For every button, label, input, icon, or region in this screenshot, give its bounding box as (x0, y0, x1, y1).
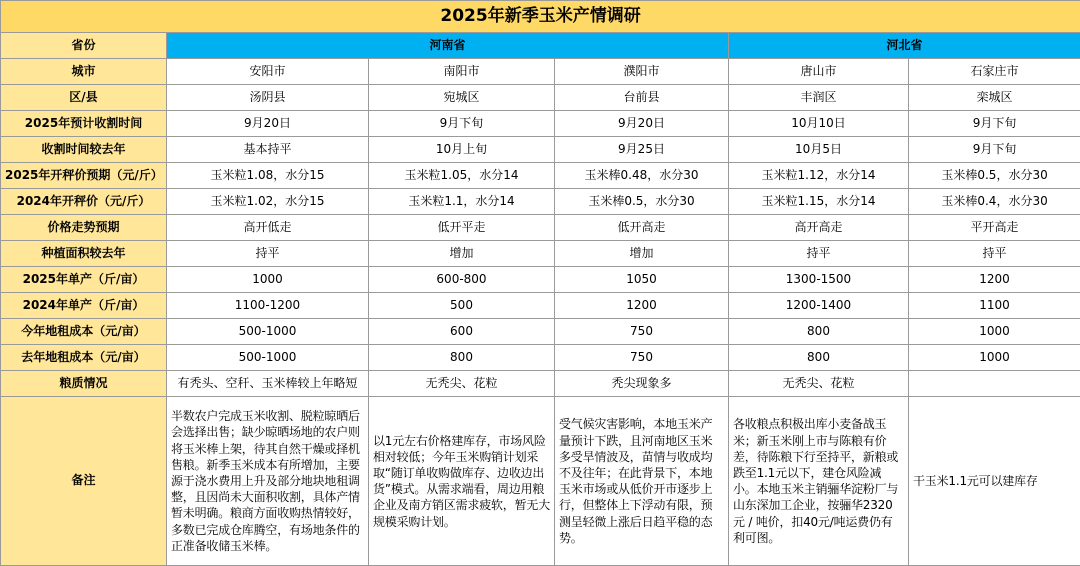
row-harvest-vs-last (1, 137, 1080, 163)
cell-harvest-vs-last-2: 9月25日 (555, 137, 729, 163)
cell-area-vs-last-2: 增加 (555, 241, 729, 267)
cell-rent-last-year-2: 750 (555, 345, 729, 371)
cell-open-price-2024-2: 玉米棒0.5，水分30 (555, 189, 729, 215)
row-city (1, 59, 1080, 85)
row-label-harvest-vs-last: 收割时间较去年 (1, 137, 167, 163)
cell-rent-this-year-2: 750 (555, 319, 729, 345)
row-label-city: 城市 (1, 59, 167, 85)
row-label-yield-2024: 2024年单产（斤/亩） (1, 293, 167, 319)
cell-harvest-time-2025-3: 10月10日 (729, 111, 909, 137)
row-rent-last-year (1, 345, 1080, 371)
row-grain-quality (1, 371, 1080, 397)
province-henan: 河南省 (167, 33, 729, 59)
row-yield-2024 (1, 293, 1080, 319)
cell-remarks-3: 各收粮点积极出库小麦备战玉米；新玉米刚上市与陈粮有价差，待陈粮下行至持平，新粮或跌至1.1元以下，建仓风险减小。本地玉米主销骊华淀粉厂与山东深加工企业，按骊华2320元 / 吨价，扣40元/吨运费仍有利可图。 (729, 397, 909, 566)
cell-rent-last-year-0: 500-1000 (167, 345, 369, 371)
province-row (1, 33, 1080, 59)
cell-open-price-2024-4: 玉米棒0.4，水分30 (909, 189, 1080, 215)
cell-city-4: 石家庄市 (909, 59, 1080, 85)
cell-yield-2025-0: 1000 (167, 267, 369, 293)
cell-price-trend-3: 高开高走 (729, 215, 909, 241)
cell-rent-this-year-3: 800 (729, 319, 909, 345)
cell-rent-this-year-4: 1000 (909, 319, 1080, 345)
cell-county-4: 栾城区 (909, 85, 1080, 111)
table-title: 2025年新季玉米产情调研 (1, 1, 1080, 33)
cell-rent-this-year-1: 600 (369, 319, 555, 345)
cell-grain-quality-2: 秃尖现象多 (555, 371, 729, 397)
row-label-yield-2025: 2025年单产（斤/亩） (1, 267, 167, 293)
cell-rent-this-year-0: 500-1000 (167, 319, 369, 345)
cell-open-price-exp-2025-2: 玉米棒0.48，水分30 (555, 163, 729, 189)
row-harvest-time-2025 (1, 111, 1080, 137)
cell-harvest-time-2025-2: 9月20日 (555, 111, 729, 137)
cell-yield-2024-0: 1100-1200 (167, 293, 369, 319)
cell-city-0: 安阳市 (167, 59, 369, 85)
cell-remarks-0: 半数农户完成玉米收割、脱粒晾晒后会选择出售；缺少晾晒场地的农户则将玉米棒上架，待其自然干燥或择机售粮。新季玉米成本有所增加，主要源于浇水费用上升及部分地块地租调整，且因尚未大面积收割，具体产情暂未明确。粮商方面收购热情较好，多数已完成仓库腾空，有场地条件的正准备收储玉米棒。 (167, 397, 369, 566)
cell-grain-quality-4 (909, 371, 1080, 397)
cell-yield-2025-3: 1300-1500 (729, 267, 909, 293)
cell-harvest-vs-last-1: 10月上旬 (369, 137, 555, 163)
row-label-rent-this-year: 今年地租成本（元/亩） (1, 319, 167, 345)
cell-yield-2025-1: 600-800 (369, 267, 555, 293)
row-county (1, 85, 1080, 111)
row-open-price-exp-2025 (1, 163, 1080, 189)
cell-price-trend-2: 低开高走 (555, 215, 729, 241)
cell-yield-2024-1: 500 (369, 293, 555, 319)
cell-open-price-exp-2025-3: 玉米粒1.12，水分14 (729, 163, 909, 189)
cell-remarks-2: 受气候灾害影响，本地玉米产量预计下跌，且河南地区玉米多受旱情波及，苗情与收成均不及往年；在此背景下，本地玉米市场或从低价开市逐步上行，但整体上下浮动有限，预测呈轻微上涨后日趋平稳的态势。 (555, 397, 729, 566)
cell-rent-last-year-3: 800 (729, 345, 909, 371)
row-price-trend (1, 215, 1080, 241)
cell-harvest-time-2025-4: 9月下旬 (909, 111, 1080, 137)
cell-harvest-vs-last-3: 10月5日 (729, 137, 909, 163)
cell-price-trend-4: 平开高走 (909, 215, 1080, 241)
cell-open-price-2024-0: 玉米粒1.02，水分15 (167, 189, 369, 215)
cell-harvest-time-2025-0: 9月20日 (167, 111, 369, 137)
cell-remarks-1: 以1元左右价格建库存，市场风险相对较低；今年玉米购销计划采取“随订单收购做库存、边收边出货”模式。从需求端看，周边用粮企业及南方销区需求疲软，暂无大规模采购计划。 (369, 397, 555, 566)
cell-open-price-2024-1: 玉米粒1.1，水分14 (369, 189, 555, 215)
cell-county-3: 丰润区 (729, 85, 909, 111)
cell-yield-2025-2: 1050 (555, 267, 729, 293)
row-label-county: 区/县 (1, 85, 167, 111)
cell-yield-2024-2: 1200 (555, 293, 729, 319)
cell-open-price-exp-2025-4: 玉米棒0.5，水分30 (909, 163, 1080, 189)
cell-grain-quality-3: 无秃尖、花粒 (729, 371, 909, 397)
cell-city-3: 唐山市 (729, 59, 909, 85)
row-yield-2025 (1, 267, 1080, 293)
cell-yield-2024-3: 1200-1400 (729, 293, 909, 319)
cell-open-price-exp-2025-1: 玉米粒1.05，水分14 (369, 163, 555, 189)
cell-rent-last-year-1: 800 (369, 345, 555, 371)
row-open-price-2024 (1, 189, 1080, 215)
cell-harvest-vs-last-4: 9月下旬 (909, 137, 1080, 163)
cell-open-price-2024-3: 玉米粒1.15，水分14 (729, 189, 909, 215)
cell-harvest-time-2025-1: 9月下旬 (369, 111, 555, 137)
row-label-province: 省份 (1, 33, 167, 59)
cell-open-price-exp-2025-0: 玉米粒1.08，水分15 (167, 163, 369, 189)
cell-yield-2024-4: 1100 (909, 293, 1080, 319)
cell-city-2: 濮阳市 (555, 59, 729, 85)
row-area-vs-last (1, 241, 1080, 267)
cell-price-trend-1: 低开平走 (369, 215, 555, 241)
cell-county-1: 宛城区 (369, 85, 555, 111)
row-label-open-price-2024: 2024年开秤价（元/斤） (1, 189, 167, 215)
row-rent-this-year (1, 319, 1080, 345)
province-hebei: 河北省 (729, 33, 1080, 59)
cell-remarks-4: 干玉米1.1元可以建库存 (909, 397, 1080, 566)
cell-price-trend-0: 高开低走 (167, 215, 369, 241)
cell-area-vs-last-4: 持平 (909, 241, 1080, 267)
row-label-grain-quality: 粮质情况 (1, 371, 167, 397)
cell-grain-quality-1: 无秃尖、花粒 (369, 371, 555, 397)
cell-area-vs-last-1: 增加 (369, 241, 555, 267)
cell-area-vs-last-0: 持平 (167, 241, 369, 267)
cell-grain-quality-0: 有秃头、空秆、玉米棒较上年略短 (167, 371, 369, 397)
row-label-remarks: 备注 (1, 397, 167, 566)
cell-county-0: 汤阴县 (167, 85, 369, 111)
cell-yield-2025-4: 1200 (909, 267, 1080, 293)
cell-rent-last-year-4: 1000 (909, 345, 1080, 371)
row-label-rent-last-year: 去年地租成本（元/亩） (1, 345, 167, 371)
row-label-price-trend: 价格走势预期 (1, 215, 167, 241)
title-row (1, 1, 1080, 33)
row-label-open-price-exp-2025: 2025年开秤价预期（元/斤） (1, 163, 167, 189)
cell-area-vs-last-3: 持平 (729, 241, 909, 267)
cell-city-1: 南阳市 (369, 59, 555, 85)
cell-harvest-vs-last-0: 基本持平 (167, 137, 369, 163)
row-label-harvest-time-2025: 2025年预计收割时间 (1, 111, 167, 137)
row-remarks (1, 397, 1080, 566)
cell-county-2: 台前县 (555, 85, 729, 111)
row-label-area-vs-last: 种植面积较去年 (1, 241, 167, 267)
